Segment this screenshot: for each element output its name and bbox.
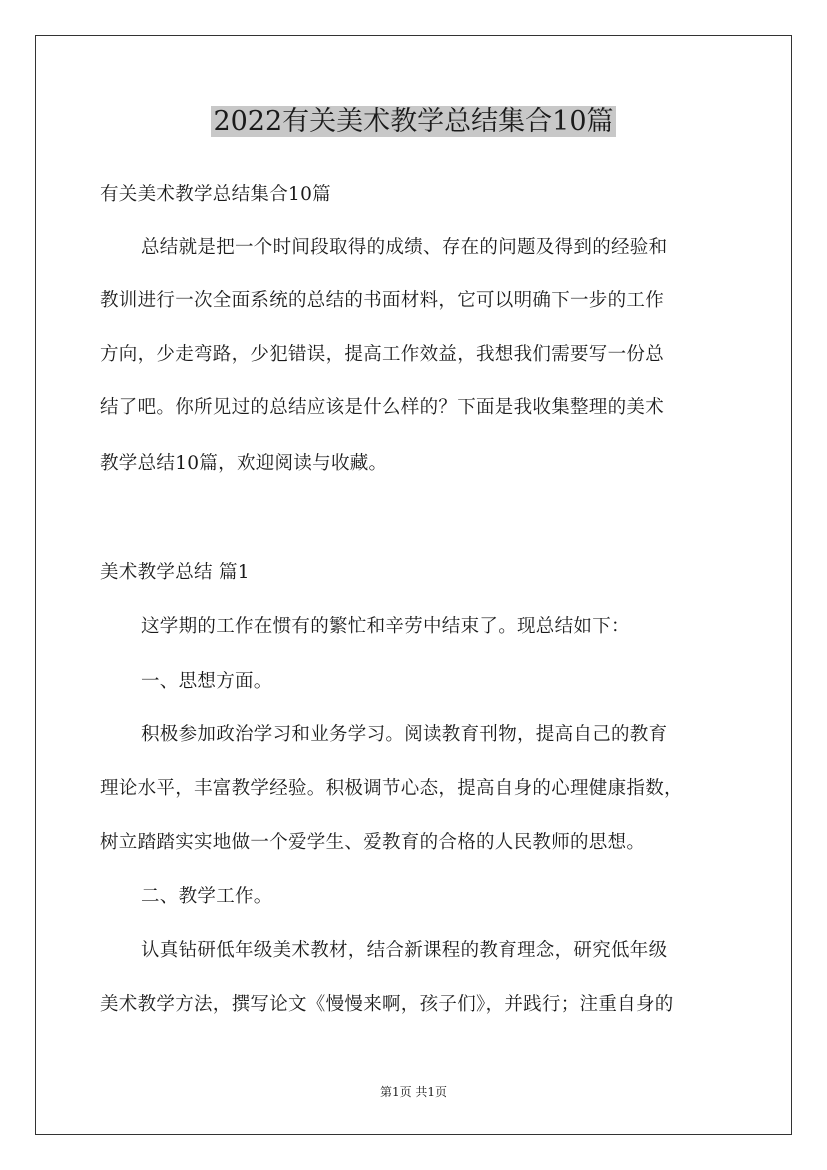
body-line: 积极参加政治学习和业务学习。阅读教育刊物，提高自己的教育: [141, 724, 668, 745]
body-line: 这学期的工作在惯有的繁忙和辛劳中结束了。现总结如下：: [141, 616, 630, 637]
body-line: 理论水平，丰富教学经验。积极调节心态，提高自身的心理健康指数，: [100, 778, 683, 799]
document-title-text: 2022有关美术教学总结集合10篇: [213, 106, 614, 137]
intro-line: 总结就是把一个时间段取得的成绩、存在的问题及得到的经验和: [141, 237, 668, 258]
page-footer: 第1页 共1页: [379, 1085, 448, 1099]
body-line: 认真钻研低年级美术教材，结合新课程的教育理念，研究低年级: [141, 940, 668, 961]
intro-line: 结了吧。你所见过的总结应该是什么样的？下面是我收集整理的美术: [100, 397, 665, 418]
body-line: 美术教学方法，撰写论文《慢慢来啊，孩子们》，并践行；注重自身的: [100, 994, 674, 1015]
intro-line: 方向，少走弯路，少犯错误，提高工作效益，我想我们需要写一份总: [100, 344, 665, 365]
section-heading: 美术教学总结 篇1: [100, 562, 250, 583]
document-subtitle: 有关美术教学总结集合10篇: [100, 184, 331, 205]
body-line: 树立踏踏实实地做一个爱学生、爱教育的合格的人民教师的思想。: [100, 832, 646, 853]
intro-line: 教训进行一次全面系统的总结的书面材料，它可以明确下一步的工作: [100, 290, 665, 311]
intro-line: 教学总结10篇，欢迎阅读与收藏。: [100, 453, 388, 474]
body-line: 二、教学工作。: [141, 886, 273, 907]
document-title: [0, 104, 827, 140]
body-line: 一、思想方面。: [141, 671, 273, 692]
